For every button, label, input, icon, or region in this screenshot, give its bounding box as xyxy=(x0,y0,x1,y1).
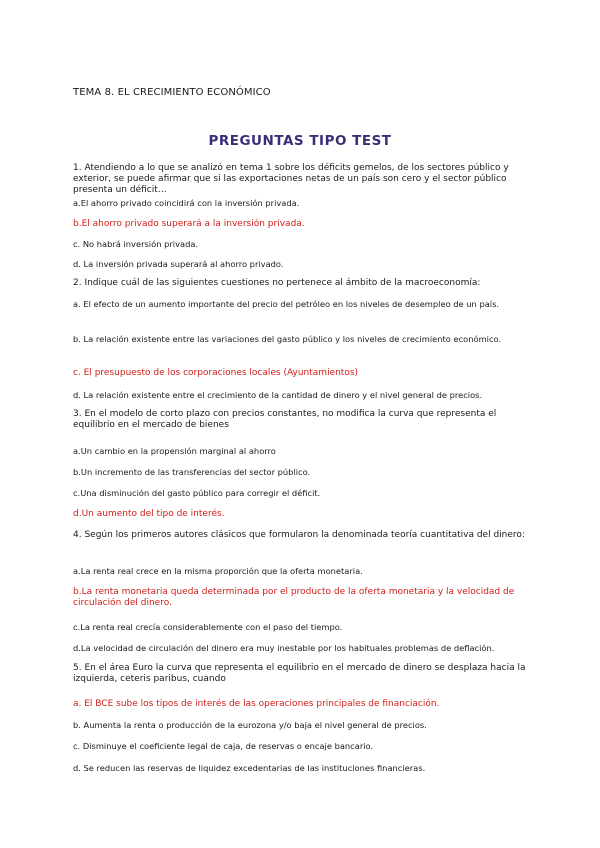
question-4-option-a: a.La renta real crece en la misma proporción que la oferta monetaria. xyxy=(73,566,363,576)
question-3-option-b: b.Un incremento de las transferencias del sector público. xyxy=(73,467,311,477)
question-3-option-c: c.Una disminución del gasto público para corregir el déficit. xyxy=(73,488,321,498)
question-2-option-d: d. La relación existente entre el crecimiento de la cantidad de dinero y el nivel general de precios. xyxy=(73,390,483,400)
question-4-text: 4. Según los primeros autores clásicos que formularon la denominada teoría cuantitativa del dinero: xyxy=(73,530,525,540)
question-5-text: 5. En el área Euro la curva que representa el equilibrio en el mercado de dinero se desplaza hacia la izquierda, ceteris paribus, cuando xyxy=(73,663,526,684)
question-4-option-b: b.La renta monetaria queda determinada por el producto de la oferta monetaria y la velocidad de circulación del dinero. xyxy=(73,587,515,608)
question-3-text: 3. En el modelo de corto plazo con precios constantes, no modifica la curva que representa el equilibrio en el mercado de bienes xyxy=(73,409,497,430)
question-1-option-b: b.El ahorro privado superará a la inversión privada. xyxy=(73,219,305,229)
question-3-option-d: d.Un aumento del tipo de interés. xyxy=(73,509,225,519)
question-1-option-d: d. La inversión privada superará al ahorro privado. xyxy=(73,259,284,269)
question-1-text: 1. Atendiendo a lo que se analizó en tema 1 sobre los déficits gemelos, de los sectores público y exterior, se puede afirmar que si las exportaciones netas de un país son cero y el sector público presenta un déficit… xyxy=(73,163,509,195)
question-3-option-a: a.Un cambio en la propensión marginal al ahorro xyxy=(73,446,276,456)
question-5-option-d: d. Se reducen las reservas de liquidez excedentarias de las instituciones financieras. xyxy=(73,763,426,773)
question-1-option-a: a.El ahorro privado coincidirá con la inversión privada. xyxy=(73,198,300,208)
question-5-option-b: b. Aumenta la renta o producción de la eurozona y/o baja el nivel general de precios. xyxy=(73,720,427,730)
question-4-option-c: c.La renta real crecía considerablemente con el paso del tiempo. xyxy=(73,622,343,632)
question-1-option-c: c. No habrá inversión privada. xyxy=(73,239,199,249)
question-5-option-c: c. Disminuye el coeficiente legal de caja, de reservas o encaje bancario. xyxy=(73,741,374,751)
question-5-option-a: a. El BCE sube los tipos de interés de las operaciones principales de financiación. xyxy=(73,699,440,709)
question-2-text: 2. Indique cuál de las siguientes cuestiones no pertenece al ámbito de la macroeconomía: xyxy=(73,278,481,288)
page-title: PREGUNTAS TIPO TEST xyxy=(208,133,392,149)
question-2-option-c: c. El presupuesto de los corporaciones locales (Ayuntamientos) xyxy=(73,368,359,378)
question-4-option-d: d.La velocidad de circulación del dinero era muy inestable por los habituales problemas de deflación. xyxy=(73,643,495,653)
question-2-option-b: b. La relación existente entre las variaciones del gasto público y los niveles de crecimiento económico. xyxy=(73,334,502,344)
topic-heading: TEMA 8. EL CRECIMIENTO ECONÓMICO xyxy=(73,87,271,98)
question-2-option-a: a. El efecto de un aumento importante del precio del petróleo en los niveles de desempleo de un país. xyxy=(73,299,500,309)
